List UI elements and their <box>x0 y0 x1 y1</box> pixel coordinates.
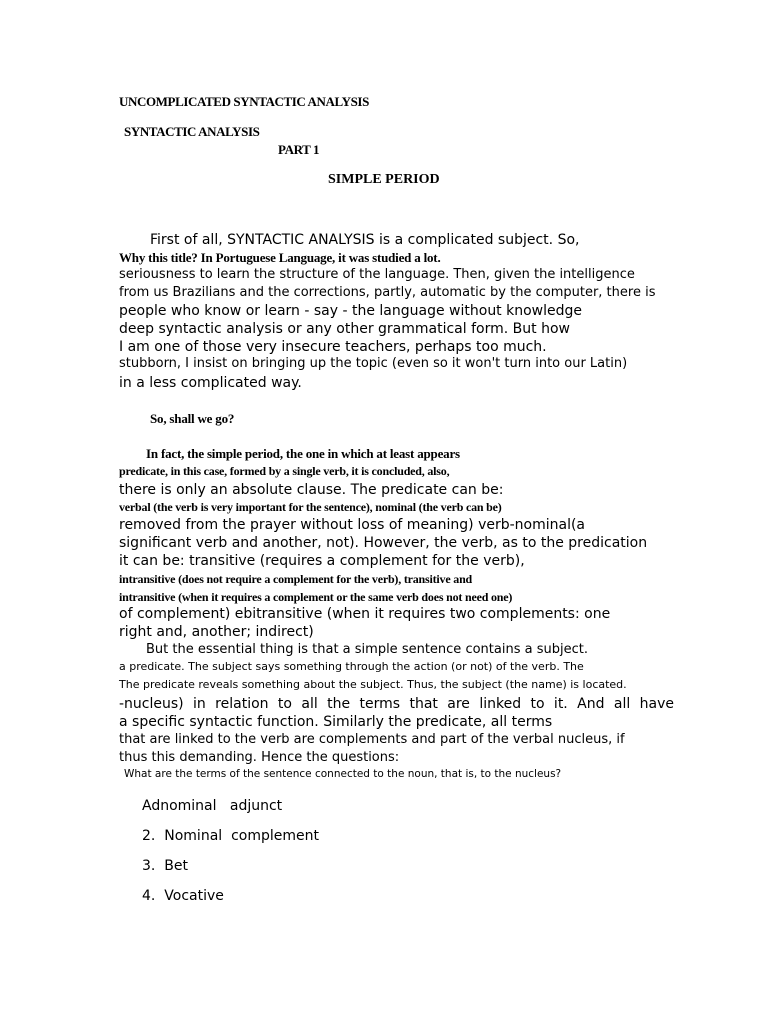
paragraph2-line: verbal (the verb is very important for the sentence), nominal (the verb can be) <box>119 500 502 514</box>
paragraph1-line: seriousness to learn the structure of the language. Then, given the intelligence <box>119 267 635 282</box>
paragraph3-line: The predicate reveals something about the subject. Thus, the subject (the name) is located. <box>119 678 627 691</box>
paragraph2-line: significant verb and another, not). However, the verb, as to the predication <box>119 535 648 551</box>
paragraph1-line: from us Brazilians and the corrections, partly, automatic by the computer, there is <box>119 285 656 300</box>
question-line: So, shall we go? <box>150 411 235 426</box>
paragraph2-line: there is only an absolute clause. The predicate can be: <box>119 482 504 498</box>
document-subtitle: SYNTACTIC ANALYSIS <box>124 124 260 139</box>
paragraph1-line: in a less complicated way. <box>119 375 302 391</box>
list-item: Adnominal adjunct <box>142 798 283 814</box>
paragraph2-line: right and, another; indirect) <box>119 624 314 640</box>
paragraph2-line: intransitive (does not require a complement for the verb), transitive and <box>119 572 473 586</box>
paragraph3-line: But the essential thing is that a simple sentence contains a subject. <box>146 642 588 657</box>
paragraph2-line: In fact, the simple period, the one in which at least appears <box>146 446 460 461</box>
paragraph1-line: deep syntactic analysis or any other grammatical form. But how <box>119 321 570 337</box>
paragraph3-line: What are the terms of the sentence connected to the noun, that is, to the nucleus? <box>124 768 562 780</box>
paragraph3-line: that are linked to the verb are complements and part of the verbal nucleus, if <box>119 732 625 747</box>
section-heading: SIMPLE PERIOD <box>328 172 440 187</box>
paragraph1-line: I am one of those very insecure teachers, perhaps too much. <box>119 339 547 355</box>
paragraph2-line: removed from the prayer without loss of meaning) verb-nominal(a <box>119 517 586 533</box>
paragraph3-line: a predicate. The subject says something through the action (or not) of the verb. The <box>119 660 584 673</box>
list-item: 2. Nominal complement <box>142 828 319 844</box>
paragraph3-line: a specific syntactic function. Similarly the predicate, all terms <box>119 714 553 730</box>
paragraph1-line: First of all, SYNTACTIC ANALYSIS is a complicated subject. So, <box>150 232 580 248</box>
document-title: UNCOMPLICATED SYNTACTIC ANALYSIS <box>119 94 369 109</box>
paragraph3-line: thus this demanding. Hence the questions: <box>119 750 400 765</box>
paragraph1-line: Why this title? In Portuguese Language, it was studied a lot. <box>119 250 441 265</box>
list-item: 3. Bet <box>142 858 188 874</box>
paragraph2-line: intransitive (when it requires a complement or the same verb does not need one) <box>119 590 513 604</box>
paragraph1-line: people who know or learn - say - the language without knowledge <box>119 303 583 319</box>
paragraph2-line: it can be: transitive (requires a complement for the verb), <box>119 553 525 569</box>
list-item: 4. Vocative <box>142 888 224 904</box>
paragraph1-line: stubborn, I insist on bringing up the topic (even so it won't turn into our Latin) <box>119 356 628 371</box>
paragraph2-line: predicate, in this case, formed by a single verb, it is concluded, also, <box>119 464 450 478</box>
part-heading: PART 1 <box>278 142 320 157</box>
paragraph2-line: of complement) ebitransitive (when it requires two complements: one <box>119 606 611 622</box>
paragraph3-line: -nucleus) in relation to all the terms that are linked to it. And all have <box>119 696 674 712</box>
